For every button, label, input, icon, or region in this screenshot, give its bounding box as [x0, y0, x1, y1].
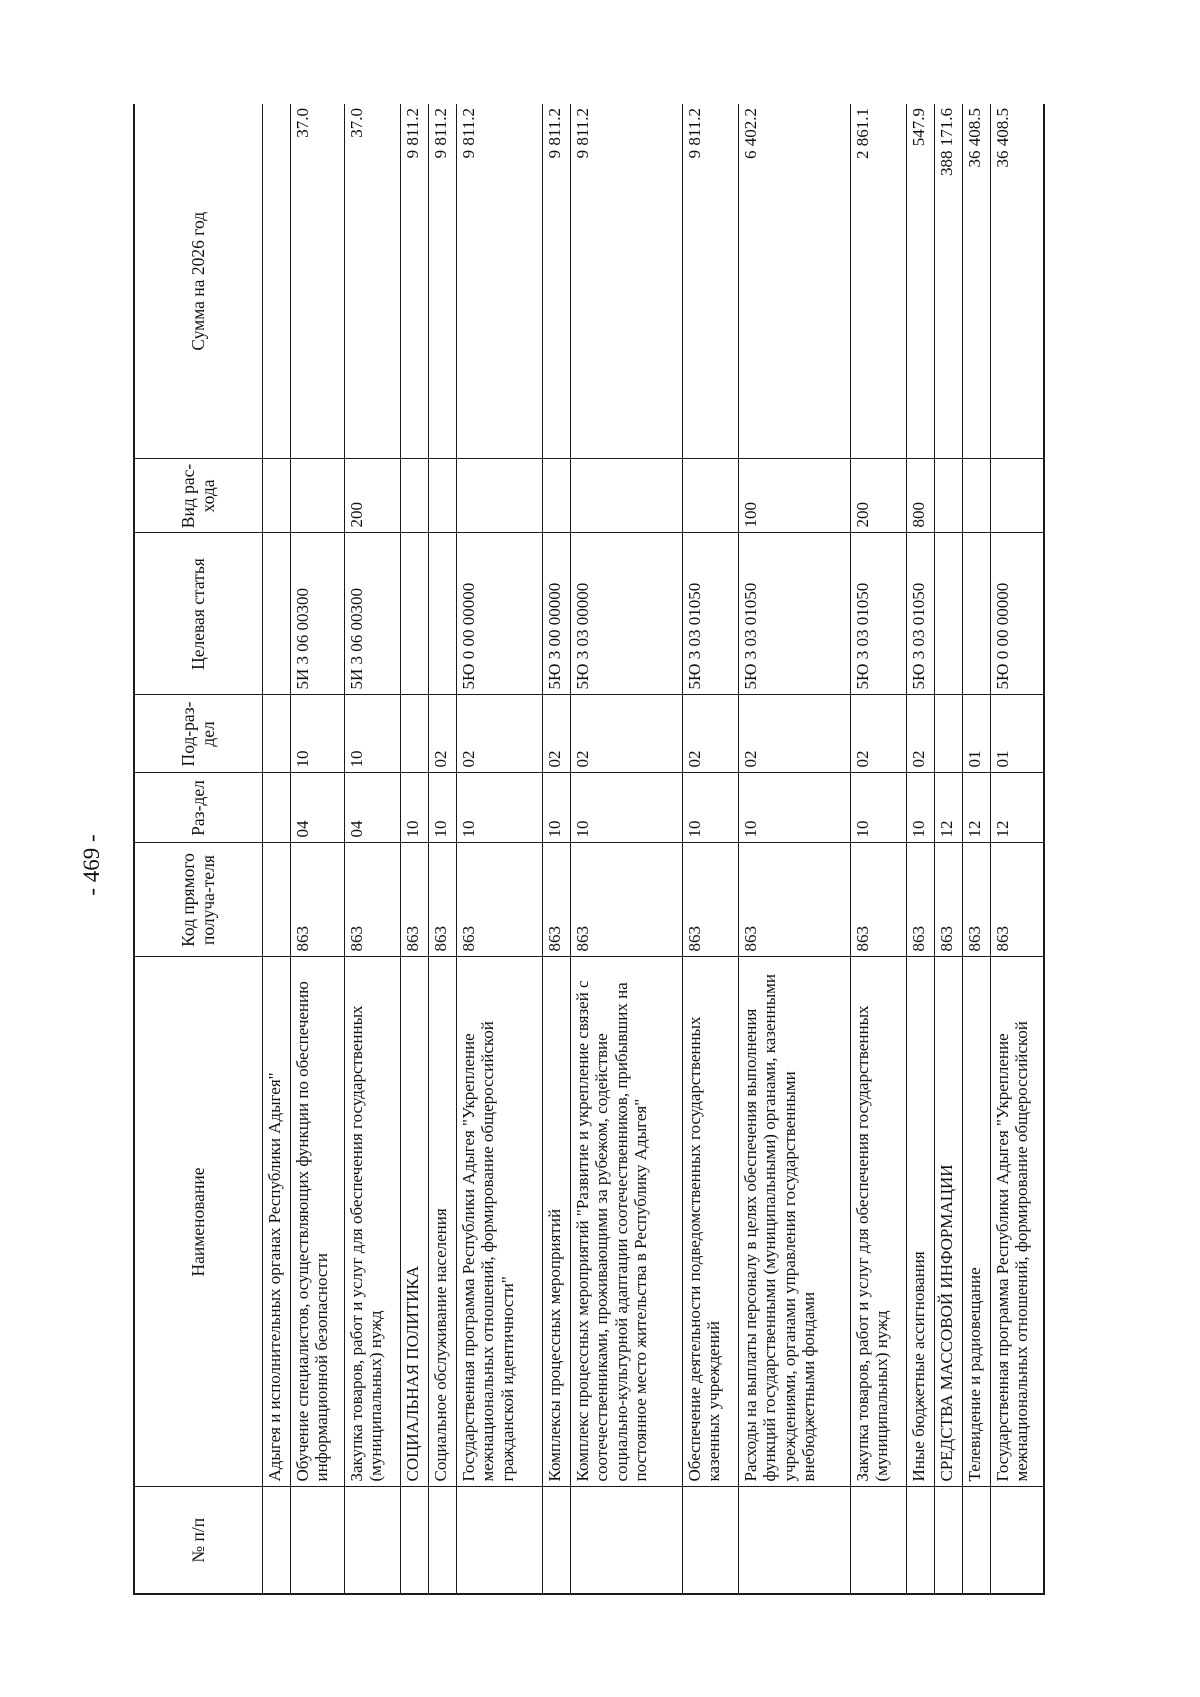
page-number-text: - 469 - — [79, 834, 104, 896]
cell-target: 5Ю 3 03 01050 — [906, 533, 934, 695]
cell-expense-type: 200 — [850, 459, 906, 533]
cell-amount: 9 811.2 — [570, 104, 682, 459]
table-row — [682, 104, 738, 1594]
cell-amount: 6 402.2 — [738, 104, 850, 459]
cell-num — [400, 1487, 428, 1594]
cell-subsection: 10 — [344, 695, 400, 773]
table-row — [850, 104, 906, 1594]
cell-section: 12 — [962, 773, 990, 843]
cell-name: Адыгея и исполнительных органах Республики Адыгея" — [262, 957, 290, 1487]
table-row — [738, 104, 850, 1594]
header-expense-type: Вид рас-хода — [134, 459, 262, 533]
cell-num — [290, 1487, 344, 1594]
cell-name: Комплекс процессных мероприятий "Развитие и укрепление связей с соотечественниками, проживающими за рубежом, содействие социально-культурной адаптации соотечественников, прибывших на постоянное место жительства в Республику Адыгея" — [570, 957, 682, 1487]
cell-expense-type — [570, 459, 682, 533]
cell-name: Телевидение и радиовещание — [962, 957, 990, 1487]
table-row — [962, 104, 990, 1594]
header-subsection: Под-раз-дел — [134, 695, 262, 773]
cell-section: 10 — [456, 773, 542, 843]
cell-amount: 37.0 — [344, 104, 400, 459]
cell-amount: 36 408.5 — [990, 104, 1044, 459]
cell-subsection: 02 — [570, 695, 682, 773]
cell-num — [570, 1487, 682, 1594]
cell-expense-type: 100 — [738, 459, 850, 533]
header-section: Раз-дел — [134, 773, 262, 843]
cell-num — [682, 1487, 738, 1594]
cell-subsection: 10 — [290, 695, 344, 773]
cell-expense-type — [934, 459, 962, 533]
cell-target — [428, 533, 456, 695]
table-row — [344, 104, 400, 1594]
cell-subsection: 02 — [906, 695, 934, 773]
cell-section — [262, 773, 290, 843]
cell-expense-type — [990, 459, 1044, 533]
cell-section: 12 — [990, 773, 1044, 843]
cell-subsection — [934, 695, 962, 773]
cell-num — [962, 1487, 990, 1594]
header-target-item: Целевая статья — [134, 533, 262, 695]
cell-expense-type — [262, 459, 290, 533]
table-row — [906, 104, 934, 1594]
cell-name: Обеспечение деятельности подведомственных государственных казенных учреждений — [682, 957, 738, 1487]
cell-section: 04 — [344, 773, 400, 843]
budget-table — [133, 104, 1045, 1595]
header-name: Наименование — [134, 957, 262, 1487]
cell-name: СРЕДСТВА МАССОВОЙ ИНФОРМАЦИИ — [934, 957, 962, 1487]
cell-section: 10 — [906, 773, 934, 843]
table-container — [133, 104, 1072, 1595]
table-row — [428, 104, 456, 1594]
cell-amount: 547.9 — [906, 104, 934, 459]
cell-name: Расходы на выплаты персоналу в целях обеспечения выполнения функций государственными (муниципальными) органами, казенными учреждениями, органами управления государственными внебюджетными фондами — [738, 957, 850, 1487]
cell-amount: 36 408.5 — [962, 104, 990, 459]
cell-code: 863 — [738, 843, 850, 957]
cell-num — [344, 1487, 400, 1594]
table-row — [570, 104, 682, 1594]
cell-section: 10 — [542, 773, 570, 843]
cell-expense-type — [400, 459, 428, 533]
cell-amount: 9 811.2 — [542, 104, 570, 459]
cell-subsection: 02 — [682, 695, 738, 773]
cell-target: 5Ю 3 03 01050 — [738, 533, 850, 695]
cell-num — [990, 1487, 1044, 1594]
cell-num — [428, 1487, 456, 1594]
cell-amount: 37.0 — [290, 104, 344, 459]
cell-amount: 9 811.2 — [682, 104, 738, 459]
cell-code: 863 — [682, 843, 738, 957]
cell-target: 5Ю 0 00 00000 — [990, 533, 1044, 695]
cell-section: 12 — [934, 773, 962, 843]
cell-expense-type: 200 — [344, 459, 400, 533]
cell-amount: 9 811.2 — [456, 104, 542, 459]
cell-target: 5И 3 06 00300 — [290, 533, 344, 695]
cell-target — [962, 533, 990, 695]
cell-code: 863 — [428, 843, 456, 957]
cell-code: 863 — [570, 843, 682, 957]
cell-amount — [262, 104, 290, 459]
cell-subsection: 01 — [962, 695, 990, 773]
table-row — [542, 104, 570, 1594]
cell-code: 863 — [400, 843, 428, 957]
cell-code: 863 — [290, 843, 344, 957]
cell-target: 5Ю 3 03 01050 — [850, 533, 906, 695]
cell-target — [262, 533, 290, 695]
cell-code: 863 — [850, 843, 906, 957]
cell-expense-type — [542, 459, 570, 533]
cell-section: 10 — [738, 773, 850, 843]
cell-name: Государственная программа Республики Адыгея "Укрепление межнациональных отношений, формирование общероссийской — [990, 957, 1044, 1487]
cell-subsection: 02 — [456, 695, 542, 773]
cell-section: 10 — [850, 773, 906, 843]
cell-expense-type: 800 — [906, 459, 934, 533]
cell-amount: 388 171.6 — [934, 104, 962, 459]
cell-target: 5Ю 3 03 01050 — [682, 533, 738, 695]
cell-target — [400, 533, 428, 695]
cell-num — [456, 1487, 542, 1594]
cell-num — [262, 1487, 290, 1594]
cell-subsection: 02 — [542, 695, 570, 773]
cell-code: 863 — [990, 843, 1044, 957]
header-row — [134, 104, 262, 1594]
cell-name: Социальное обслуживание населения — [428, 957, 456, 1487]
cell-code: 863 — [542, 843, 570, 957]
cell-subsection: 02 — [428, 695, 456, 773]
cell-target: 5Ю 0 00 00000 — [456, 533, 542, 695]
cell-section: 10 — [682, 773, 738, 843]
cell-expense-type — [962, 459, 990, 533]
header-recipient-code: Код прямого получа-теля — [134, 843, 262, 957]
cell-num — [738, 1487, 850, 1594]
cell-amount: 9 811.2 — [428, 104, 456, 459]
cell-target: 5Ю 3 00 00000 — [542, 533, 570, 695]
header-num: № п/п — [134, 1487, 262, 1594]
cell-name: Обучение специалистов, осуществляющих функции по обеспечению информационной безопасности — [290, 957, 344, 1487]
cell-section: 10 — [428, 773, 456, 843]
cell-section: 04 — [290, 773, 344, 843]
cell-code — [262, 843, 290, 957]
cell-name: СОЦИАЛЬНАЯ ПОЛИТИКА — [400, 957, 428, 1487]
cell-target: 5Ю 3 03 00000 — [570, 533, 682, 695]
cell-target — [934, 533, 962, 695]
page-number — [70, 835, 114, 895]
cell-code: 863 — [344, 843, 400, 957]
cell-code: 863 — [906, 843, 934, 957]
cell-subsection — [400, 695, 428, 773]
cell-name: Комплексы процессных мероприятий — [542, 957, 570, 1487]
cell-code: 863 — [456, 843, 542, 957]
cell-subsection: 02 — [738, 695, 850, 773]
cell-name: Иные бюджетные ассигнования — [906, 957, 934, 1487]
cell-num — [934, 1487, 962, 1594]
table-row — [934, 104, 962, 1594]
table-row — [400, 104, 428, 1594]
table-row — [262, 104, 290, 1594]
cell-code: 863 — [962, 843, 990, 957]
table-row — [990, 104, 1044, 1594]
cell-code: 863 — [934, 843, 962, 957]
cell-name: Государственная программа Республики Адыгея "Укрепление межнациональных отношений, формирование общероссийской гражданской идентичности" — [456, 957, 542, 1487]
cell-num — [906, 1487, 934, 1594]
cell-expense-type — [456, 459, 542, 533]
cell-expense-type — [428, 459, 456, 533]
cell-subsection — [262, 695, 290, 773]
cell-subsection: 02 — [850, 695, 906, 773]
cell-expense-type — [682, 459, 738, 533]
cell-expense-type — [290, 459, 344, 533]
header-amount: Сумма на 2026 год — [134, 104, 262, 459]
cell-num — [850, 1487, 906, 1594]
cell-section: 10 — [570, 773, 682, 843]
cell-amount: 2 861.1 — [850, 104, 906, 459]
cell-name: Закупка товаров, работ и услуг для обеспечения государственных (муниципальных) нужд — [344, 957, 400, 1487]
cell-target: 5И 3 06 00300 — [344, 533, 400, 695]
cell-amount: 9 811.2 — [400, 104, 428, 459]
table-row — [456, 104, 542, 1594]
cell-subsection: 01 — [990, 695, 1044, 773]
document-page-rotated — [133, 104, 1072, 1595]
cell-name: Закупка товаров, работ и услуг для обеспечения государственных (муниципальных) нужд — [850, 957, 906, 1487]
table-row — [290, 104, 344, 1594]
cell-num — [542, 1487, 570, 1594]
cell-section: 10 — [400, 773, 428, 843]
